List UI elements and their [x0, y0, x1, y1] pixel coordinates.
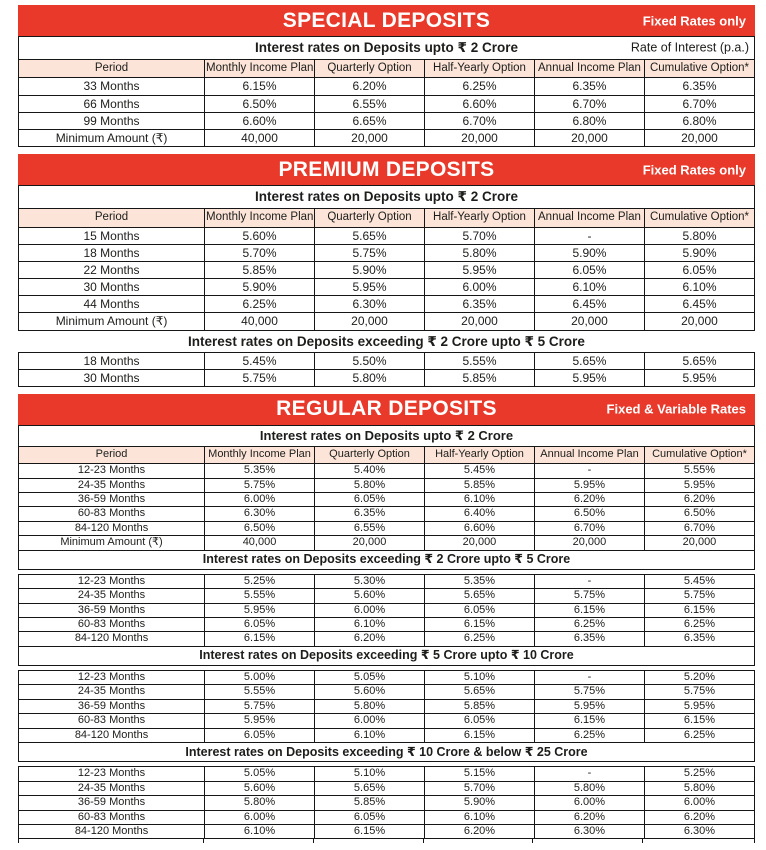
rate-cell: 20,000 [425, 536, 535, 550]
period-cell: Minimum Amount (₹) [19, 536, 205, 550]
rate-cell: 6.20% [534, 492, 644, 506]
rate-cell: 6.60% [425, 95, 535, 112]
table-row [19, 699, 755, 713]
rate-cell: 5.05% [205, 767, 315, 781]
column-header: Quarterly Option [315, 59, 425, 78]
regular-tier1-heading-row [19, 550, 755, 569]
period-cell: 33 Months [19, 78, 205, 95]
regular-tier2-table [18, 670, 755, 762]
rate-cell: 5.80% [315, 369, 425, 386]
regular-tier3-heading-row [19, 743, 755, 762]
table-row [19, 685, 755, 699]
table-subtitle-row [19, 37, 755, 60]
rate-cell: 6.05% [205, 618, 315, 632]
column-header: Quarterly Option [315, 446, 425, 463]
period-cell: 22 Months [19, 261, 205, 278]
rate-cell: 5.80% [205, 796, 315, 810]
cropped-next-row-stub [18, 839, 755, 843]
premium-tier2-table [18, 352, 755, 387]
rate-cell: 5.90% [315, 261, 425, 278]
rate-cell: 5.05% [315, 671, 425, 685]
rate-cell: 5.60% [205, 227, 315, 244]
rate-cell: 5.55% [205, 589, 315, 603]
rate-cell: 5.85% [425, 699, 535, 713]
rate-cell: 40,000 [205, 129, 315, 146]
rate-cell: 5.75% [534, 589, 644, 603]
column-header: Monthly Income Plan [205, 446, 315, 463]
rate-cell: 6.65% [315, 112, 425, 129]
rate-cell: 5.10% [425, 671, 535, 685]
section-regular-deposits [18, 394, 755, 844]
tier-heading: Interest rates on Deposits exceeding ₹ 5 Crore upto ₹ 10 Crore [19, 646, 755, 665]
period-cell: 84-120 Months [19, 632, 205, 646]
rate-cell: 6.15% [425, 728, 535, 742]
rate-cell: 6.25% [425, 78, 535, 95]
rate-cell: 5.95% [425, 261, 535, 278]
table-row [19, 521, 755, 535]
rate-cell: 5.60% [315, 589, 425, 603]
column-header: Half-Yearly Option [425, 59, 535, 78]
rate-cell: 6.70% [644, 95, 754, 112]
rate-cell: 6.10% [205, 824, 315, 838]
rate-cell: 5.95% [205, 603, 315, 617]
table-row [19, 507, 755, 521]
rate-cell: 6.20% [534, 810, 644, 824]
table-row [19, 728, 755, 742]
rate-cell: 20,000 [315, 313, 425, 330]
rate-cell: 6.60% [205, 112, 315, 129]
rate-cell: 5.75% [205, 699, 315, 713]
table-subtitle-row [19, 186, 755, 209]
rate-cell: 6.15% [534, 603, 644, 617]
rate-cell: 5.65% [315, 781, 425, 795]
column-header: Monthly Income Plan [205, 209, 315, 228]
period-cell: 24-35 Months [19, 589, 205, 603]
table-row [19, 589, 755, 603]
period-cell: 15 Months [19, 227, 205, 244]
period-cell: 99 Months [19, 112, 205, 129]
rate-cell: 5.95% [644, 699, 754, 713]
rate-cell: 5.90% [205, 279, 315, 296]
rate-cell: 5.95% [644, 369, 754, 386]
rate-cell: 6.25% [205, 296, 315, 313]
rate-cell: 6.55% [315, 521, 425, 535]
rate-cell: 6.35% [644, 78, 754, 95]
table-subtitle: Interest rates on Deposits upto ₹ 2 Crore [19, 425, 755, 446]
period-cell: 36-59 Months [19, 796, 205, 810]
period-cell: 18 Months [19, 352, 205, 369]
rate-cell: 5.75% [644, 685, 754, 699]
regular-deposits-table [18, 425, 755, 570]
rate-cell: 20,000 [644, 129, 754, 146]
period-cell: 84-120 Months [19, 521, 205, 535]
tier-heading: Interest rates on Deposits exceeding ₹ 2 Crore upto ₹ 5 Crore [19, 550, 755, 569]
rate-cell: 6.45% [534, 296, 644, 313]
column-header: Annual Income Plan [534, 209, 644, 228]
rate-cell: 6.15% [644, 603, 754, 617]
rate-cell: 6.50% [205, 521, 315, 535]
rate-cell: 6.40% [425, 507, 535, 521]
section-title: SPECIAL DEPOSITS [282, 8, 491, 32]
table-row [19, 824, 755, 838]
period-cell: 36-59 Months [19, 492, 205, 506]
rate-cell: - [534, 464, 644, 478]
table-row [19, 313, 755, 330]
rate-cell: 5.75% [644, 589, 754, 603]
rate-cell: 6.30% [205, 507, 315, 521]
table-row [19, 618, 755, 632]
rate-cell: - [534, 574, 644, 588]
rate-cell: 20,000 [644, 536, 754, 550]
rate-cell: 20,000 [534, 129, 644, 146]
rate-cell: 5.20% [644, 671, 754, 685]
table-subtitle [19, 37, 755, 60]
rate-cell: 5.75% [205, 369, 315, 386]
rate-cell: 5.00% [205, 671, 315, 685]
rate-cell: 5.80% [644, 227, 754, 244]
table-row [19, 632, 755, 646]
period-cell: 84-120 Months [19, 728, 205, 742]
rate-cell: 6.25% [644, 728, 754, 742]
special-deposits-banner [18, 5, 755, 36]
column-header: Cumulative Option* [644, 59, 754, 78]
rate-cell: 20,000 [534, 313, 644, 330]
period-cell: 36-59 Months [19, 699, 205, 713]
rate-cell: 6.45% [644, 296, 754, 313]
column-header-row [19, 59, 755, 78]
rate-cell: 6.20% [644, 492, 754, 506]
rate-cell: 5.85% [425, 369, 535, 386]
rate-cell: 6.00% [315, 714, 425, 728]
rate-cell: 5.90% [644, 244, 754, 261]
column-header: Period [19, 59, 205, 78]
rate-cell: 20,000 [644, 313, 754, 330]
regular-tier3-table [18, 766, 755, 839]
period-cell: 24-35 Months [19, 478, 205, 492]
rate-cell: 6.15% [425, 618, 535, 632]
rate-cell: 5.85% [315, 796, 425, 810]
regular-deposits-banner [18, 394, 755, 425]
table-row [19, 810, 755, 824]
rate-cell: 6.20% [644, 810, 754, 824]
rate-cell: 6.30% [644, 824, 754, 838]
premium-tier2-heading: Interest rates on Deposits exceeding ₹ 2 Crore upto ₹ 5 Crore [188, 333, 585, 349]
column-header-row [19, 209, 755, 228]
period-cell: 84-120 Months [19, 824, 205, 838]
rate-cell: 5.25% [644, 767, 754, 781]
rate-cell: 20,000 [315, 536, 425, 550]
table-row [19, 796, 755, 810]
rate-cell: 5.80% [315, 699, 425, 713]
rate-cell: 6.30% [534, 824, 644, 838]
rate-cell: 6.35% [534, 632, 644, 646]
table-row [19, 279, 755, 296]
rate-cell: 6.05% [644, 261, 754, 278]
rate-cell: 6.10% [315, 728, 425, 742]
special-deposits-table [18, 36, 755, 147]
rate-cell: 6.10% [425, 810, 535, 824]
rate-cell: 5.90% [425, 796, 535, 810]
rate-cell: 5.70% [425, 227, 535, 244]
premium-deposits-banner [18, 154, 755, 185]
table-subtitle-row [19, 425, 755, 446]
period-cell: 24-35 Months [19, 781, 205, 795]
period-cell: 36-59 Months [19, 603, 205, 617]
rate-cell: 6.70% [534, 95, 644, 112]
period-cell: 60-83 Months [19, 714, 205, 728]
table-row [19, 95, 755, 112]
rate-cell: 5.85% [425, 478, 535, 492]
rate-cell: 20,000 [425, 129, 535, 146]
rate-cell: 5.85% [205, 261, 315, 278]
table-row [19, 112, 755, 129]
rate-cell: 5.45% [644, 574, 754, 588]
rate-cell: 6.35% [315, 507, 425, 521]
column-header-row [19, 446, 755, 463]
rate-cell: 6.05% [205, 728, 315, 742]
period-cell: 12-23 Months [19, 767, 205, 781]
rate-type-badge: Fixed & Variable Rates [606, 401, 746, 417]
table-row [19, 767, 755, 781]
rate-cell: 5.65% [425, 685, 535, 699]
rate-cell: 5.95% [534, 478, 644, 492]
table-row [19, 464, 755, 478]
period-cell: 12-23 Months [19, 574, 205, 588]
rate-cell: 6.15% [205, 78, 315, 95]
rate-cell: 6.10% [425, 492, 535, 506]
rate-cell: 20,000 [425, 313, 535, 330]
column-header: Quarterly Option [315, 209, 425, 228]
rate-cell: 5.35% [425, 574, 535, 588]
rate-cell: 5.55% [425, 352, 535, 369]
rate-cell: 5.35% [205, 464, 315, 478]
section-title: REGULAR DEPOSITS [276, 397, 497, 421]
rate-cell: 6.15% [315, 824, 425, 838]
table-row [19, 536, 755, 550]
rate-of-interest-label: Rate of Interest (p.a.) [630, 40, 749, 55]
table-row [19, 714, 755, 728]
rate-cell: 6.15% [534, 714, 644, 728]
rate-cell: 5.15% [425, 767, 535, 781]
rate-cell: 5.60% [315, 685, 425, 699]
rate-cell: 6.00% [425, 279, 535, 296]
tier-heading: Interest rates on Deposits exceeding ₹ 10 Crore & below ₹ 25 Crore [19, 743, 755, 762]
rate-cell: 6.35% [644, 632, 754, 646]
regular-tier2-heading-row [19, 646, 755, 665]
rate-type-badge: Fixed Rates only [642, 162, 746, 178]
column-header: Half-Yearly Option [425, 209, 535, 228]
table-row [19, 671, 755, 685]
rate-cell: 5.65% [644, 352, 754, 369]
rate-cell: 5.80% [644, 781, 754, 795]
rate-cell: 6.50% [534, 507, 644, 521]
period-cell: 12-23 Months [19, 464, 205, 478]
rate-cell: 6.15% [644, 714, 754, 728]
rate-cell: 6.35% [534, 78, 644, 95]
rate-cell: 6.05% [425, 714, 535, 728]
rate-cell: 6.20% [315, 78, 425, 95]
rate-cell: 6.15% [205, 632, 315, 646]
rate-cell: 20,000 [534, 536, 644, 550]
rate-cell: 6.05% [315, 810, 425, 824]
rate-cell: 6.00% [205, 810, 315, 824]
rate-cell: - [534, 671, 644, 685]
rate-cell: - [534, 767, 644, 781]
column-header: Annual Income Plan [534, 59, 644, 78]
rate-cell: 5.65% [315, 227, 425, 244]
section-title: PREMIUM DEPOSITS [278, 157, 495, 181]
rate-cell: - [534, 227, 644, 244]
rate-cell: 5.80% [315, 478, 425, 492]
rate-cell: 6.60% [425, 521, 535, 535]
rate-cell: 6.20% [315, 632, 425, 646]
column-header: Cumulative Option* [644, 209, 754, 228]
rate-cell: 6.20% [425, 824, 535, 838]
period-cell: 30 Months [19, 369, 205, 386]
rate-cell: 6.50% [644, 507, 754, 521]
rate-cell: 5.90% [534, 244, 644, 261]
table-row [19, 129, 755, 146]
table-subtitle: Interest rates on Deposits upto ₹ 2 Crore [19, 186, 755, 209]
column-header: Monthly Income Plan [205, 59, 315, 78]
rate-cell: 6.80% [644, 112, 754, 129]
rate-cell: 5.10% [315, 767, 425, 781]
rate-cell: 5.45% [205, 352, 315, 369]
column-header: Period [19, 209, 205, 228]
table-row [19, 478, 755, 492]
table-row [19, 492, 755, 506]
table-row [19, 261, 755, 278]
rate-cell: 6.25% [425, 632, 535, 646]
section-premium-deposits [18, 154, 755, 387]
rate-cell: 5.65% [534, 352, 644, 369]
rate-cell: 5.80% [425, 244, 535, 261]
column-header: Cumulative Option* [644, 446, 754, 463]
rate-cell: 6.00% [644, 796, 754, 810]
rate-cell: 40,000 [205, 536, 315, 550]
period-cell: 60-83 Months [19, 618, 205, 632]
period-cell: 30 Months [19, 279, 205, 296]
table-row [19, 352, 755, 369]
rate-cell: 6.05% [425, 603, 535, 617]
period-cell: 12-23 Months [19, 671, 205, 685]
rate-cell: 5.60% [205, 781, 315, 795]
rate-cell: 5.70% [205, 244, 315, 261]
column-header: Annual Income Plan [534, 446, 644, 463]
rate-cell: 5.50% [315, 352, 425, 369]
table-row [19, 244, 755, 261]
rate-cell: 6.70% [425, 112, 535, 129]
rate-cell: 6.05% [534, 261, 644, 278]
rate-cell: 6.10% [534, 279, 644, 296]
rate-cell: 6.00% [205, 492, 315, 506]
subtitle-text: Interest rates on Deposits upto ₹ 2 Crore [255, 40, 518, 55]
rate-cell: 6.80% [534, 112, 644, 129]
rate-cell: 6.25% [534, 728, 644, 742]
rate-cell: 6.35% [425, 296, 535, 313]
rate-cell: 5.95% [315, 279, 425, 296]
period-cell: 44 Months [19, 296, 205, 313]
rate-cell: 5.95% [534, 369, 644, 386]
rate-cell: 5.75% [205, 478, 315, 492]
table-row [19, 227, 755, 244]
rate-cell: 6.55% [315, 95, 425, 112]
rate-cell: 5.95% [534, 699, 644, 713]
period-cell: Minimum Amount (₹) [19, 129, 205, 146]
rate-type-badge: Fixed Rates only [642, 13, 746, 28]
rate-cell: 5.45% [425, 464, 535, 478]
rate-cell: 5.70% [425, 781, 535, 795]
rate-cell: 6.10% [644, 279, 754, 296]
rate-cell: 5.80% [534, 781, 644, 795]
period-cell: 24-35 Months [19, 685, 205, 699]
regular-tier1-table [18, 574, 755, 666]
table-row [19, 781, 755, 795]
rate-cell: 6.25% [644, 618, 754, 632]
table-row [19, 603, 755, 617]
period-cell: Minimum Amount (₹) [19, 313, 205, 330]
rate-cell: 5.55% [205, 685, 315, 699]
rate-cell: 5.40% [315, 464, 425, 478]
rate-cell: 5.25% [205, 574, 315, 588]
rate-cell: 5.75% [315, 244, 425, 261]
rate-cell: 5.65% [425, 589, 535, 603]
table-row [19, 574, 755, 588]
premium-deposits-table [18, 185, 755, 330]
table-row [19, 296, 755, 313]
rate-cell: 6.00% [315, 603, 425, 617]
rate-cell: 40,000 [205, 313, 315, 330]
rate-cell: 5.55% [644, 464, 754, 478]
rate-cell: 6.10% [315, 618, 425, 632]
period-cell: 60-83 Months [19, 507, 205, 521]
rate-cell: 5.30% [315, 574, 425, 588]
rate-cell: 5.95% [644, 478, 754, 492]
column-header: Half-Yearly Option [425, 446, 535, 463]
section-special-deposits [18, 5, 755, 147]
rate-cell: 6.50% [205, 95, 315, 112]
rate-cell: 6.00% [534, 796, 644, 810]
rate-cell: 6.70% [534, 521, 644, 535]
period-cell: 66 Months [19, 95, 205, 112]
rate-cell: 6.25% [534, 618, 644, 632]
rate-cell: 20,000 [315, 129, 425, 146]
rate-cell: 5.95% [205, 714, 315, 728]
table-row [19, 78, 755, 95]
rate-cell: 5.75% [534, 685, 644, 699]
rate-cell: 6.05% [315, 492, 425, 506]
rate-cell: 6.70% [644, 521, 754, 535]
rate-cell: 6.30% [315, 296, 425, 313]
period-cell: 18 Months [19, 244, 205, 261]
period-cell: 60-83 Months [19, 810, 205, 824]
table-row [19, 369, 755, 386]
column-header: Period [19, 446, 205, 463]
